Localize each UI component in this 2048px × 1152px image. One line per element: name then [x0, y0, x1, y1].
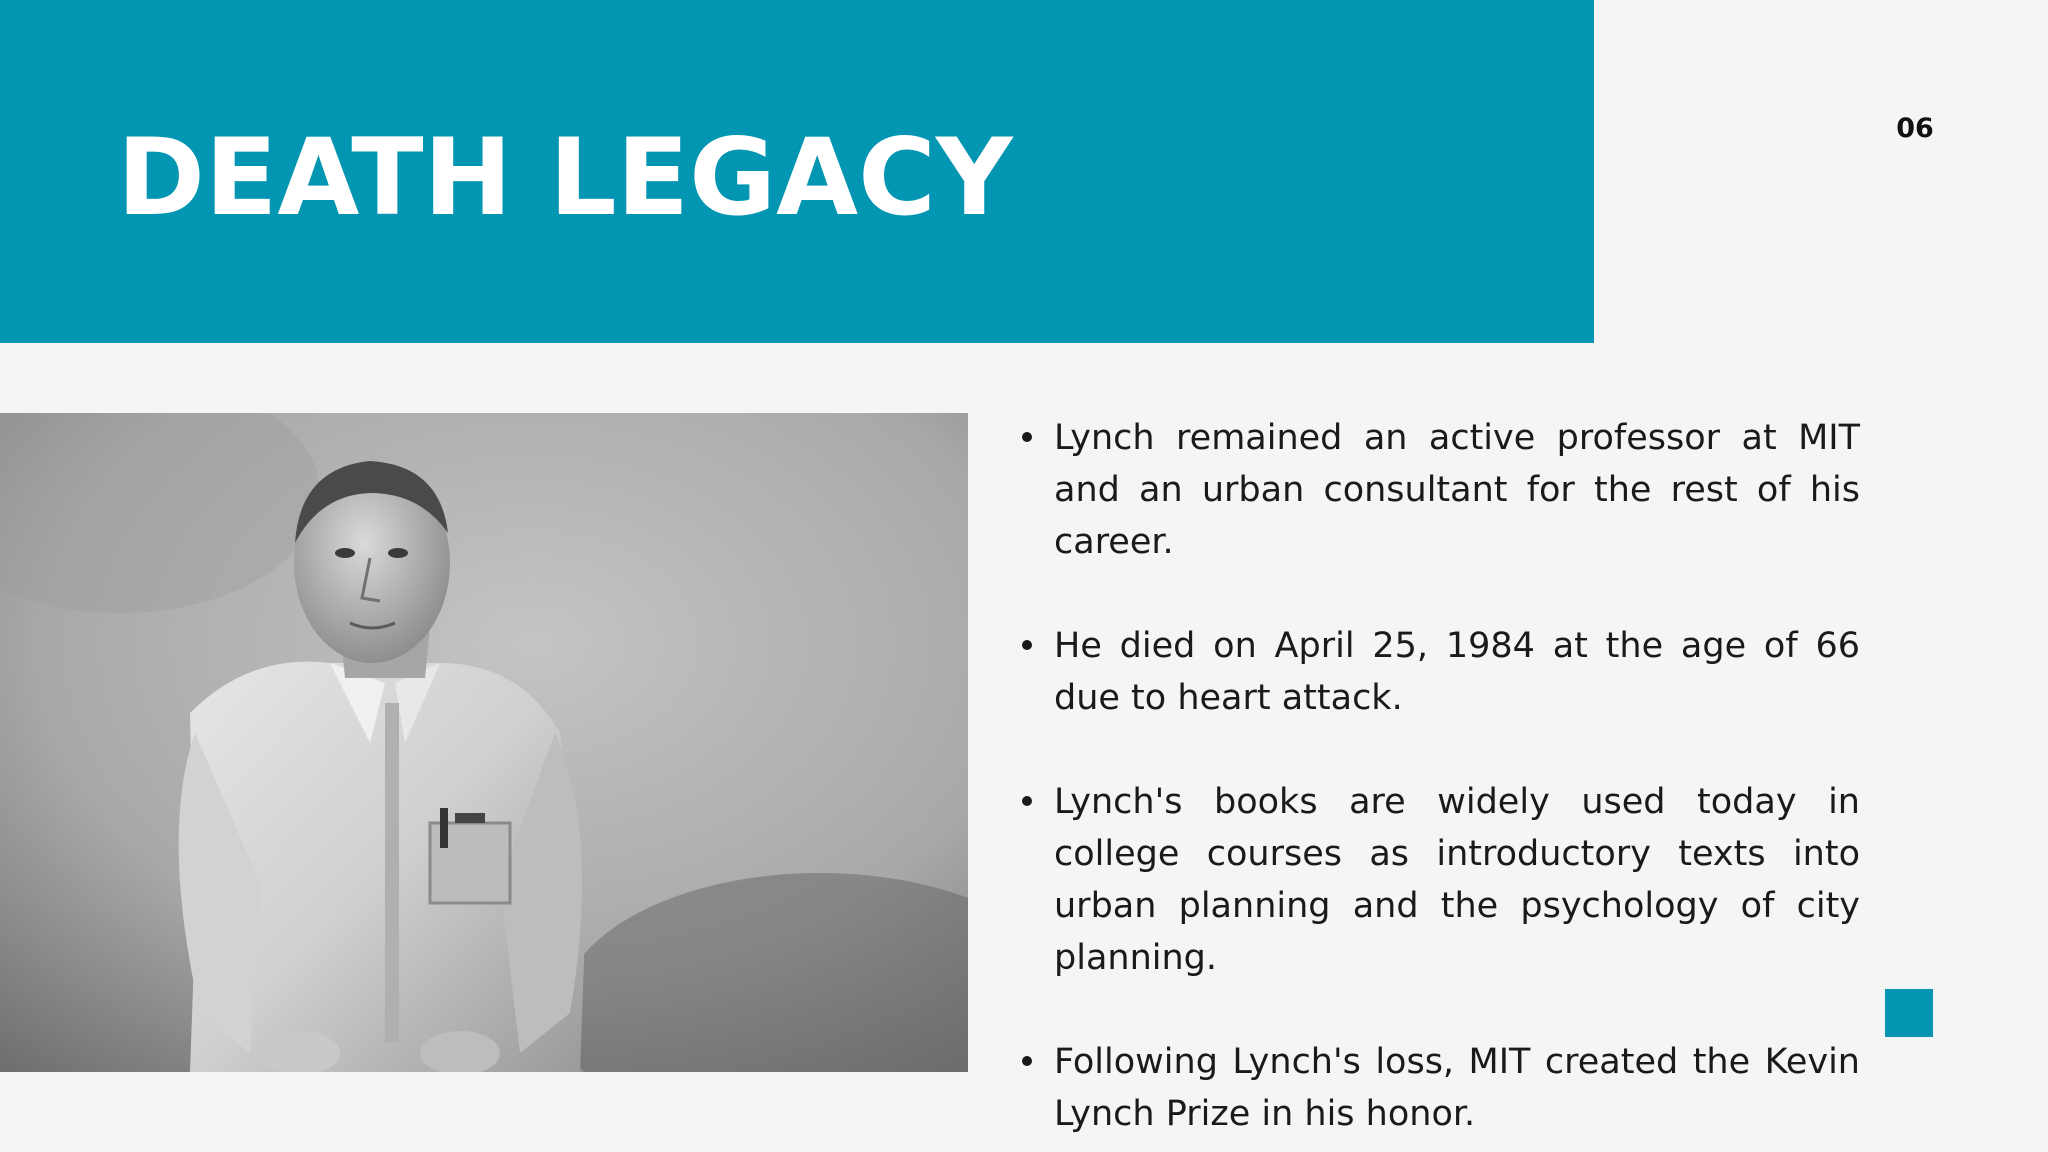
bullet-text: Lynch's books are widely used today in college courses as introductory texts into urban planning and the psychology of city planning. [1054, 782, 1860, 978]
bullet-dot-icon [1022, 640, 1032, 650]
bullet-item [1018, 776, 1860, 984]
bullet-text: He died on April 25, 1984 at the age of 66 due to heart attack. [1054, 626, 1860, 718]
title-band [0, 0, 1594, 343]
bullet-item [1018, 1036, 1860, 1140]
bullet-item [1018, 620, 1860, 724]
bullet-text: Lynch remained an active professor at MIT and an urban consultant for the rest of his career. [1054, 418, 1860, 562]
slide-title: DEATH LEGACY [117, 116, 1013, 239]
portrait-photo-image [0, 413, 968, 1072]
bullet-dot-icon [1022, 796, 1032, 806]
bullet-list [1018, 412, 1860, 1140]
portrait-photo [0, 413, 968, 1072]
accent-square [1885, 989, 1933, 1037]
page-number: 06 [1896, 113, 1934, 144]
bullet-dot-icon [1022, 432, 1032, 442]
bullet-text: Following Lynch's loss, MIT created the Kevin Lynch Prize in his honor. [1054, 1042, 1860, 1134]
bullet-dot-icon [1022, 1056, 1032, 1066]
bullet-item [1018, 412, 1860, 568]
